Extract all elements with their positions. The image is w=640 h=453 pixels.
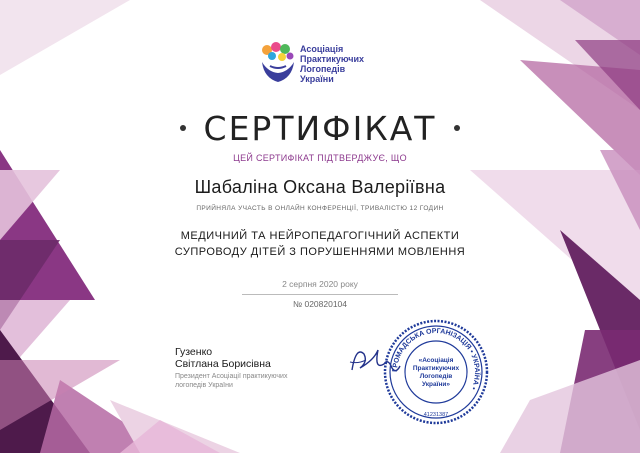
logo-line: Асоціація bbox=[300, 44, 344, 54]
signatory-surname: Гузенко bbox=[175, 346, 213, 358]
signatory-given-names: Світлана Борисівна bbox=[175, 358, 271, 370]
position-line: Президент Асоціації практикуючих bbox=[175, 373, 288, 380]
topic-line: МЕДИЧНИЙ ТА НЕЙРОПЕДАГОГІЧНИЙ АСПЕКТИ bbox=[180, 230, 460, 242]
stamp-center-line: Практикуючих bbox=[412, 365, 460, 372]
conference-topic bbox=[120, 228, 520, 260]
certificate-title-row bbox=[120, 108, 520, 148]
bullet-icon bbox=[454, 125, 460, 131]
certificate-title: СЕРТИФІКАТ bbox=[203, 108, 437, 148]
logo-line: України bbox=[300, 74, 334, 84]
stamp-center-line: Логопедів bbox=[419, 373, 453, 380]
signatory-name bbox=[175, 346, 271, 370]
recipient-name: Шабаліна Оксана Валеріївна bbox=[194, 177, 446, 197]
certificate-number: № 020820104 bbox=[292, 299, 348, 309]
stamp-ring-text: ГРОМАДСЬКА ОРГАНІЗАЦІЯ • УКРАЇНА • bbox=[391, 327, 481, 391]
stamp-code: 41231387 bbox=[423, 412, 449, 418]
logo-line: Практикуючих bbox=[300, 54, 365, 64]
bullet-icon bbox=[180, 125, 186, 131]
logo-line: Логопедів bbox=[300, 64, 346, 74]
organization-logo bbox=[258, 40, 388, 92]
certificate-date: 2 серпня 2020 року bbox=[282, 279, 358, 289]
position-line: логопедів України bbox=[175, 382, 233, 389]
topic-line: СУПРОВОДУ ДІТЕЙ З ПОРУШЕННЯМИ МОВЛЕННЯ bbox=[174, 246, 466, 258]
confirm-text: ЦЕЙ СЕРТИФІКАТ ПІДТВЕРДЖУЄ, ЩО bbox=[233, 153, 407, 163]
hands-hearts-logo-icon bbox=[258, 40, 298, 86]
stamp-center-line: України» bbox=[422, 381, 450, 388]
divider bbox=[242, 294, 398, 295]
signatory-position bbox=[175, 372, 305, 390]
participation-text: ПРИЙНЯЛА УЧАСТЬ В ОНЛАЙН КОНФЕРЕНЦІЇ, ТРИВАЛІСТЮ 12 ГОДИН bbox=[196, 205, 444, 212]
stamp-center-line: «Асоціація bbox=[418, 357, 454, 364]
round-seal bbox=[382, 318, 490, 426]
